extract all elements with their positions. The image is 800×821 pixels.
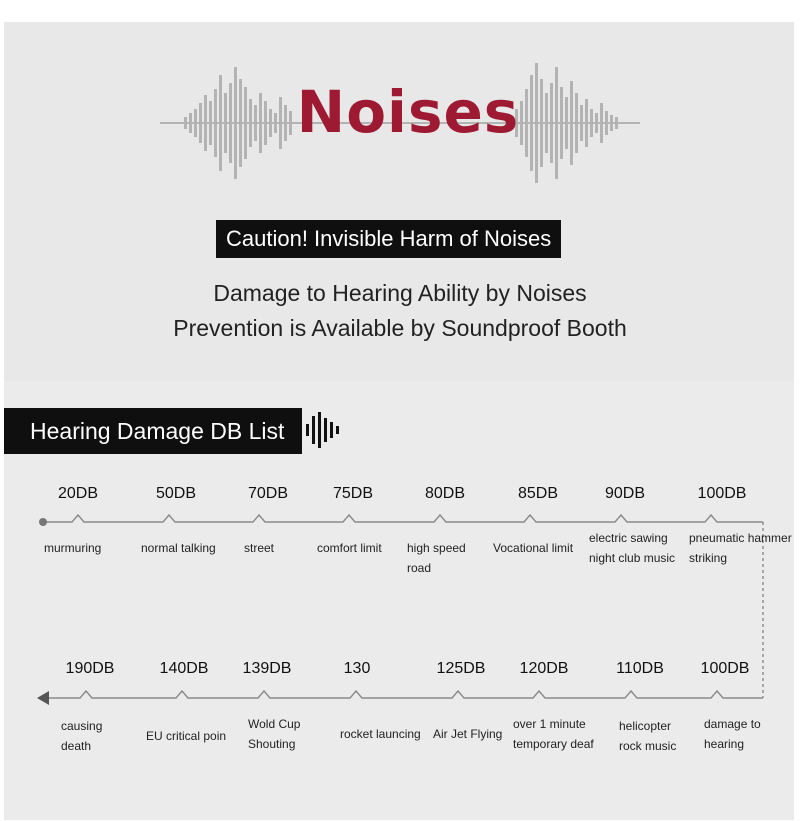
row2-item-db-label: 130 xyxy=(343,660,371,677)
waveform-bar xyxy=(550,83,553,163)
waveform-bar xyxy=(535,63,538,183)
row1-item-db-label: 80DB xyxy=(424,485,466,502)
waveform-bar xyxy=(274,113,277,133)
waveform-bar xyxy=(209,101,212,145)
row1-item-db-label: 70DB xyxy=(247,485,289,502)
row1-item-description: high speed xyxy=(407,541,466,555)
waveform-bar xyxy=(570,81,573,165)
row1-item-description: electric sawing xyxy=(589,531,668,545)
waveform-bar xyxy=(580,105,583,141)
row1-item-db-label: 20DB xyxy=(57,485,99,502)
waveform-bar xyxy=(224,93,227,153)
waveform-bar xyxy=(194,109,197,137)
row2-item-description: hearing xyxy=(704,737,745,751)
row2-item-description: damage to xyxy=(704,717,761,731)
waveform-bar xyxy=(204,95,207,151)
row1-item-description: striking xyxy=(689,551,728,565)
row2-item-db-label: 110DB xyxy=(616,660,664,677)
row1-item-db-label: 100DB xyxy=(697,485,747,502)
row1-item-description: pneumatic hammer xyxy=(689,531,792,545)
waveform-bar xyxy=(254,105,257,141)
row1-item-db-label: 90DB xyxy=(604,485,646,502)
waveform-bar xyxy=(610,115,613,131)
waveform-bar xyxy=(244,87,247,159)
waveform-bar xyxy=(234,67,237,179)
row2-item-description: Wold Cup xyxy=(248,717,301,731)
logo-title: Noises xyxy=(296,78,520,146)
waveform-bar xyxy=(595,113,598,133)
waveform-bar xyxy=(264,101,267,145)
row2-item-description: over 1 minute xyxy=(513,717,586,731)
row1-item-description: Vocational limit xyxy=(493,541,574,555)
waveform-bar xyxy=(560,87,563,159)
waveform-bar xyxy=(590,109,593,137)
list-title: Hearing Damage DB List xyxy=(4,408,302,454)
row1-item-description: night club music xyxy=(589,551,676,565)
waveform-bar xyxy=(565,97,568,149)
row1-item-description: murmuring xyxy=(44,541,102,555)
waveform-bar xyxy=(615,117,618,129)
row1-item-db-label: 85DB xyxy=(517,485,559,502)
row2-item-description: temporary deaf xyxy=(513,737,594,751)
subtitle-line-2: Prevention is Available by Soundproof Booth xyxy=(173,315,627,341)
waveform-bar xyxy=(199,103,202,143)
row2-item-db-label: 125DB xyxy=(436,660,486,677)
sound-bars-icon xyxy=(304,410,344,450)
waveform-bar xyxy=(249,99,252,147)
row1-item-db-label: 50DB xyxy=(155,485,197,502)
row2-item-description: causing xyxy=(61,719,103,733)
caution-banner: Caution! Invisible Harm of Noises xyxy=(216,220,561,258)
row1-item-description: comfort limit xyxy=(317,541,382,555)
waveform-bar xyxy=(605,111,608,135)
row1-item-description: street xyxy=(244,541,275,555)
waveform-bar xyxy=(189,113,192,133)
waveform-bar xyxy=(555,67,558,179)
row1-item-description: normal talking xyxy=(141,541,216,555)
waveform-bar xyxy=(284,105,287,141)
row2-item-db-label: 139DB xyxy=(242,660,292,677)
row2-item-db-label: 120DB xyxy=(519,660,569,677)
row1-item-description: road xyxy=(407,561,432,575)
row2-item-db-label: 190DB xyxy=(65,660,115,677)
waveform-bar xyxy=(585,99,588,147)
subtitle-line-1: Damage to Hearing Ability by Noises xyxy=(213,280,587,306)
row2-item-description: death xyxy=(61,739,92,753)
waveform-bar xyxy=(269,109,272,137)
waveform-bar xyxy=(229,83,232,163)
row2-item-description: Air Jet Flying xyxy=(433,727,503,741)
row2-item-description: EU critical poin xyxy=(146,729,227,743)
waveform-bar xyxy=(259,93,262,153)
waveform-bar xyxy=(530,75,533,171)
row1-item-db-label: 75DB xyxy=(332,485,374,502)
waveform-bar xyxy=(575,93,578,153)
row2-item-description: Shouting xyxy=(248,737,296,751)
waveform-bar xyxy=(219,75,222,171)
waveform-bar xyxy=(600,103,603,143)
row2-item-db-label: 100DB xyxy=(700,660,750,677)
waveform-bar xyxy=(540,79,543,167)
waveform-bar xyxy=(184,117,187,129)
waveform-bar xyxy=(214,89,217,157)
row2-item-description: helicopter xyxy=(619,719,672,733)
waveform-bar xyxy=(545,93,548,153)
waveform-bar xyxy=(239,79,242,167)
row2-item-description: rocket launcing xyxy=(340,727,421,741)
waveform-bar xyxy=(279,97,282,149)
row2-item-db-label: 140DB xyxy=(159,660,209,677)
row2-item-description: rock music xyxy=(619,739,677,753)
